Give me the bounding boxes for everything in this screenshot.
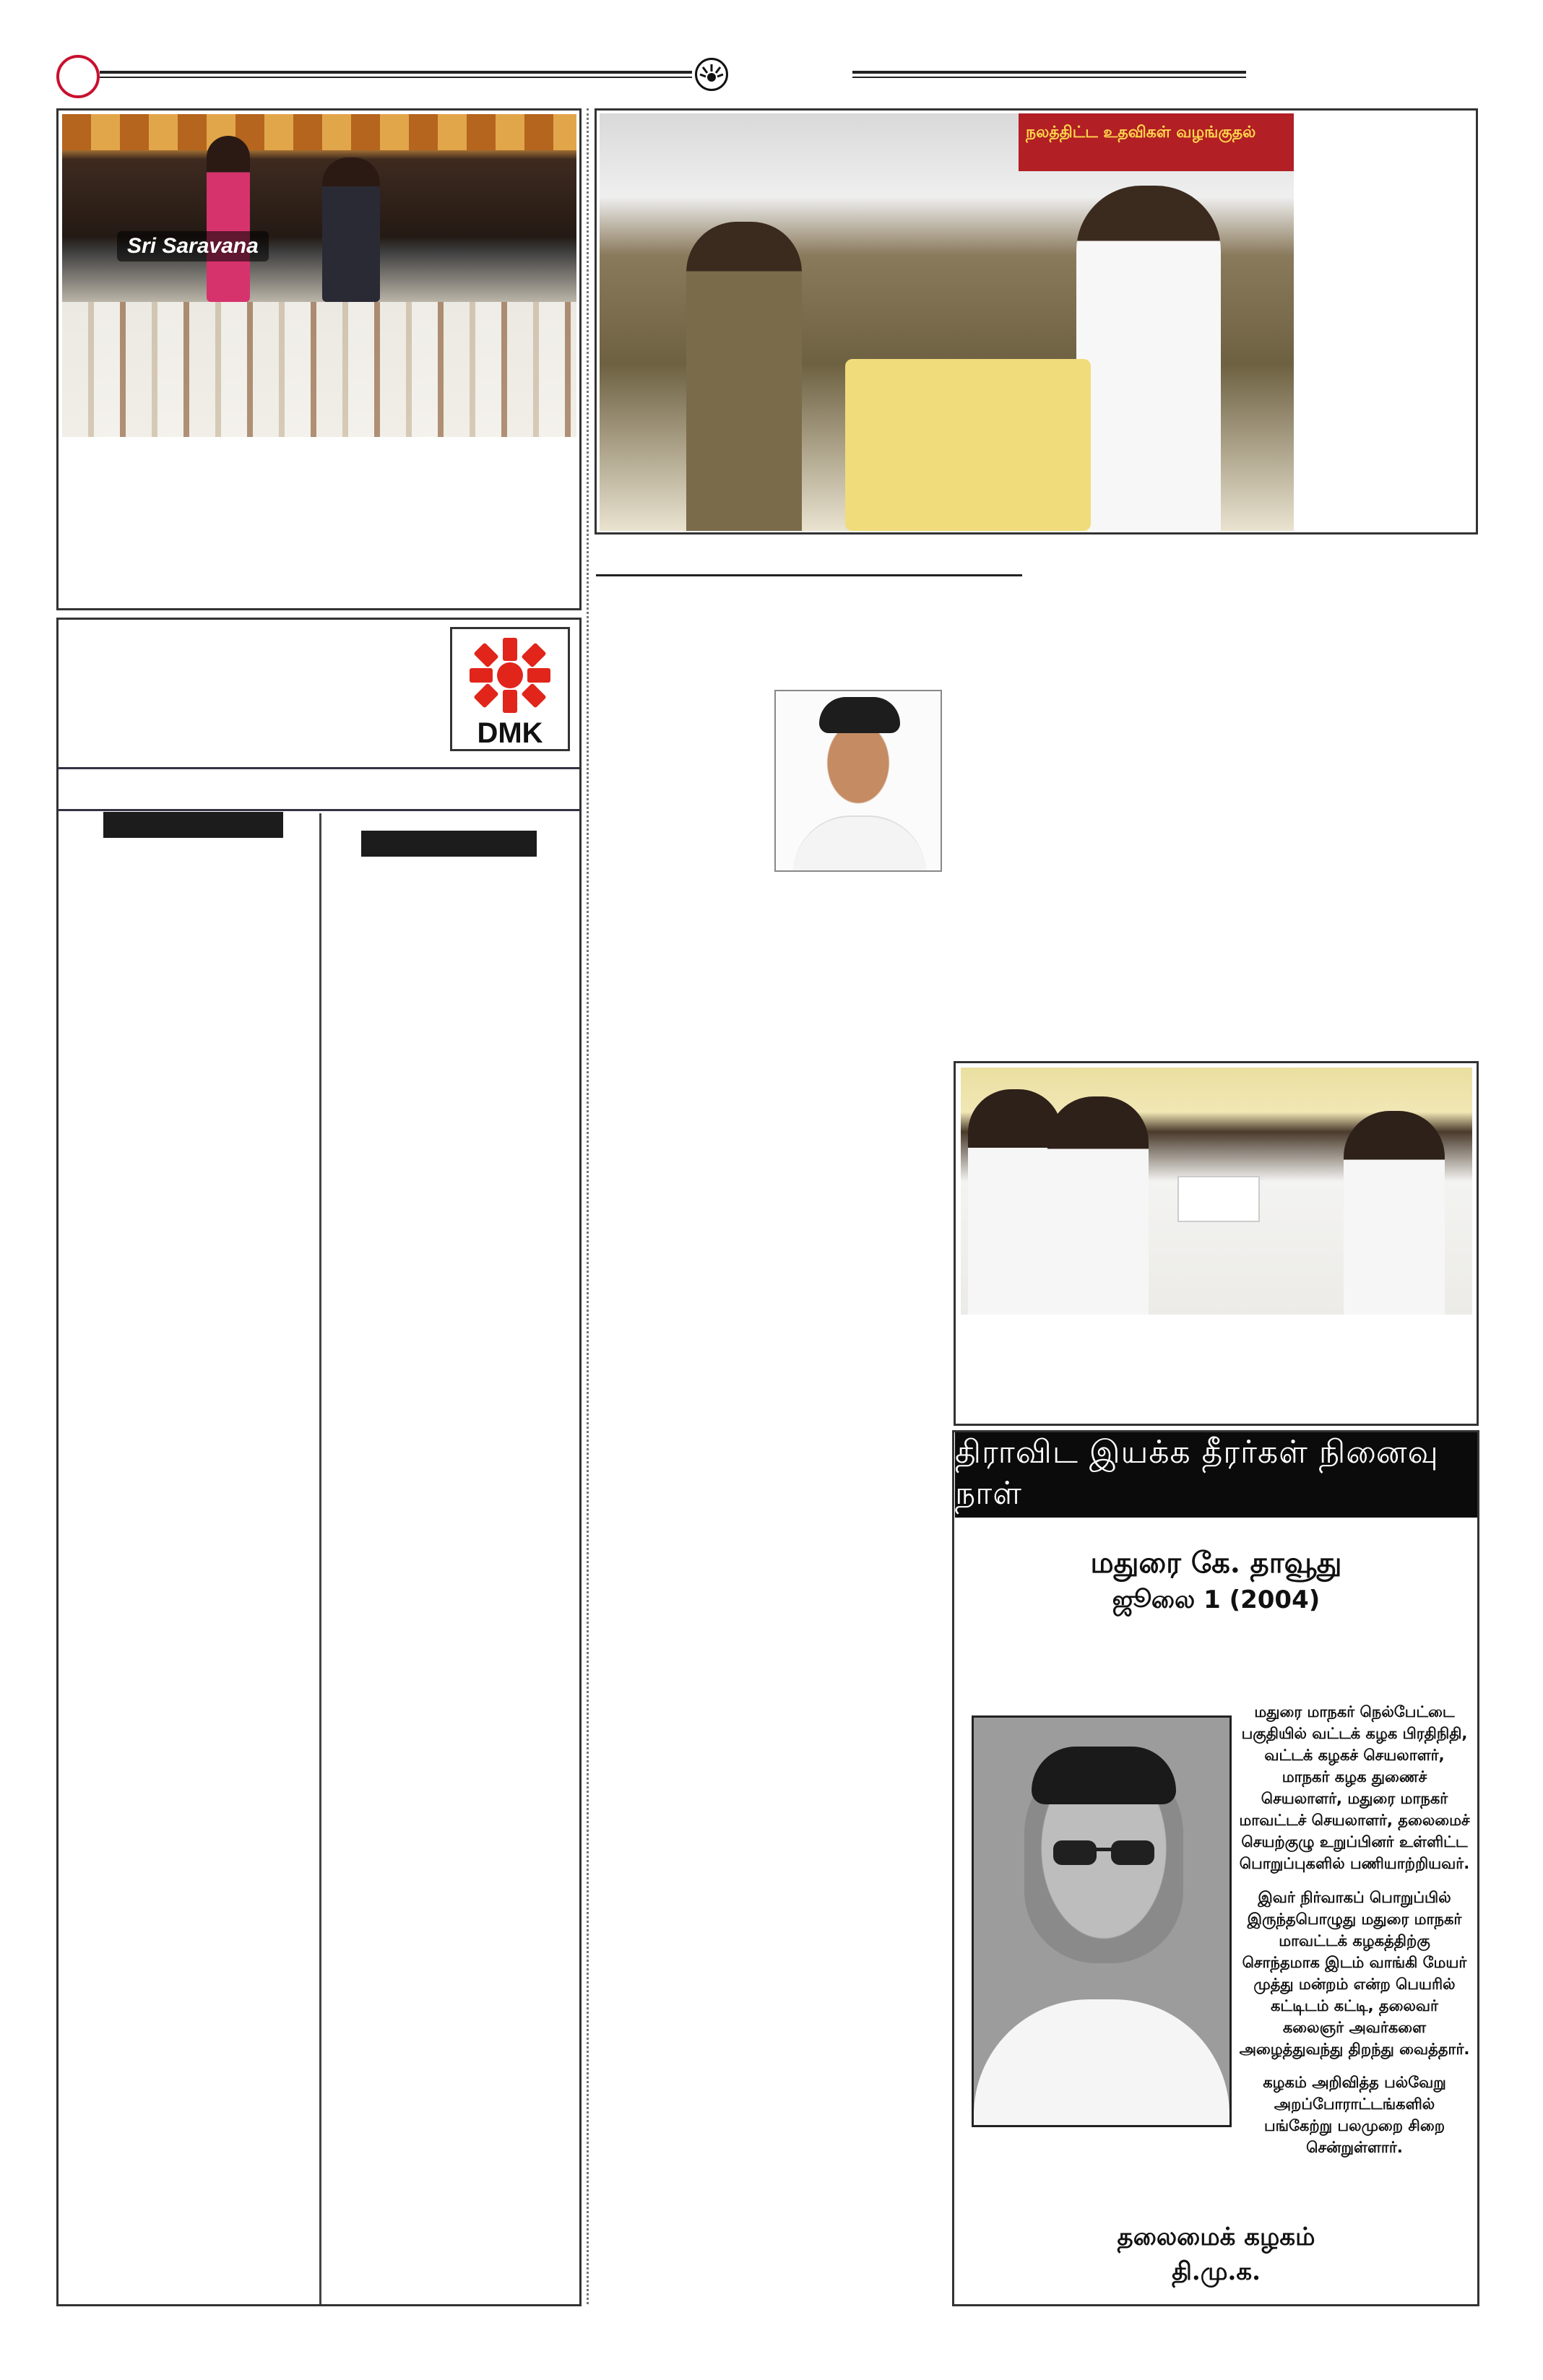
portrait-shirt — [793, 815, 926, 872]
header-rule-left-thin — [100, 77, 692, 78]
dmk-logo-text: DMK — [477, 717, 543, 749]
memorial-bio-paragraph-1: மதுரை மாநகர் நெல்பேட்டை பகுதியில் வட்டக் கழக பிரதிநிதி, வட்டக் கழகச் செயலாளர், மாநகர் கழக துணைச் செயலாளர், மதுரை மாநகர் மாவட்டச் செயலாளர், தலைமைச் செயற்குழு உறுப்பினர் உள்ளிட்ட பொறுப்புகளில் பணியாற்றியவர். — [1239, 1703, 1470, 1872]
person-in-white — [1076, 186, 1221, 531]
meeting-person-right — [1344, 1111, 1445, 1315]
portrait-hair — [819, 697, 900, 733]
distribution-photo — [600, 113, 1294, 531]
notice-column-heading-right — [361, 831, 537, 857]
memorial-name: மதுரை கே. தாவூது — [1090, 1546, 1342, 1580]
rising-sun-emblem-icon — [695, 58, 728, 91]
header-rule-right-thin — [852, 77, 1246, 78]
memorial-footer-headquarters: தலைமைக் கழகம் — [1117, 2223, 1315, 2251]
notice-rule — [59, 767, 579, 769]
memorial-heading: திராவிட இயக்க தீரர்கள் நினைவு நாள் — [955, 1432, 1477, 1518]
memorial-date: ஜூலை 1 (2004) — [1112, 1585, 1321, 1614]
audience-crowd — [62, 302, 576, 437]
column-divider — [587, 108, 589, 2304]
dmk-logo — [450, 627, 570, 751]
person-in-khaki — [686, 222, 802, 531]
stage-banner-text: Sri Saravana — [117, 231, 269, 261]
memorial-bio-paragraph-2: இவர் நிர்வாகப் பொறுப்பில் இருந்தபொழுது மதுரை மாநகர் மாவட்டக் கழகத்திற்கு சொந்தமாக இடம் வாங்கி மேயர் முத்து மன்றம் என்ற பெயரில் கட்டிடம் கட்டி, தலைவர் கலைஞர் அவர்களை அழைத்துவந்து திறந்து வைத்தார். — [1239, 1889, 1470, 2058]
singer-figure-male — [322, 157, 380, 302]
dmk-sun-logo-icon — [452, 632, 568, 719]
memorial-footer-party: தி.மு.க. — [1172, 2257, 1261, 2286]
notice-rule-2 — [59, 809, 579, 811]
singer-figure-female — [207, 136, 250, 302]
meeting-person-center — [1047, 1096, 1149, 1315]
meeting-photo — [961, 1068, 1472, 1315]
stage-canopy — [62, 114, 576, 150]
gift-bags — [845, 359, 1091, 531]
memorial-portrait-shirt — [974, 1999, 1229, 2126]
header-rule-right — [852, 71, 1246, 74]
article-rule — [596, 574, 1022, 576]
memorial-portrait-hair — [1032, 1747, 1176, 1804]
sunglasses-icon — [1053, 1840, 1154, 1865]
stage-photo — [62, 114, 576, 437]
distribution-banner-text: நலத்திட்ட உதவிகள் வழங்குதல் — [1026, 124, 1256, 142]
notice-column-divider — [319, 813, 321, 2304]
portrait-photo — [774, 690, 942, 872]
memorial-portrait — [972, 1715, 1232, 2127]
header-rule-left — [100, 71, 692, 74]
meeting-document — [1177, 1176, 1260, 1222]
memorial-bio-paragraph-3: கழகம் அறிவித்த பல்வேறு அறப்போராட்டங்களில் பங்கேற்று பலமுறை சிறை சென்றுள்ளார். — [1263, 2074, 1446, 2156]
distribution-banner — [1019, 113, 1294, 171]
notice-column-heading-left — [103, 812, 283, 838]
page-number-circle — [56, 55, 100, 98]
